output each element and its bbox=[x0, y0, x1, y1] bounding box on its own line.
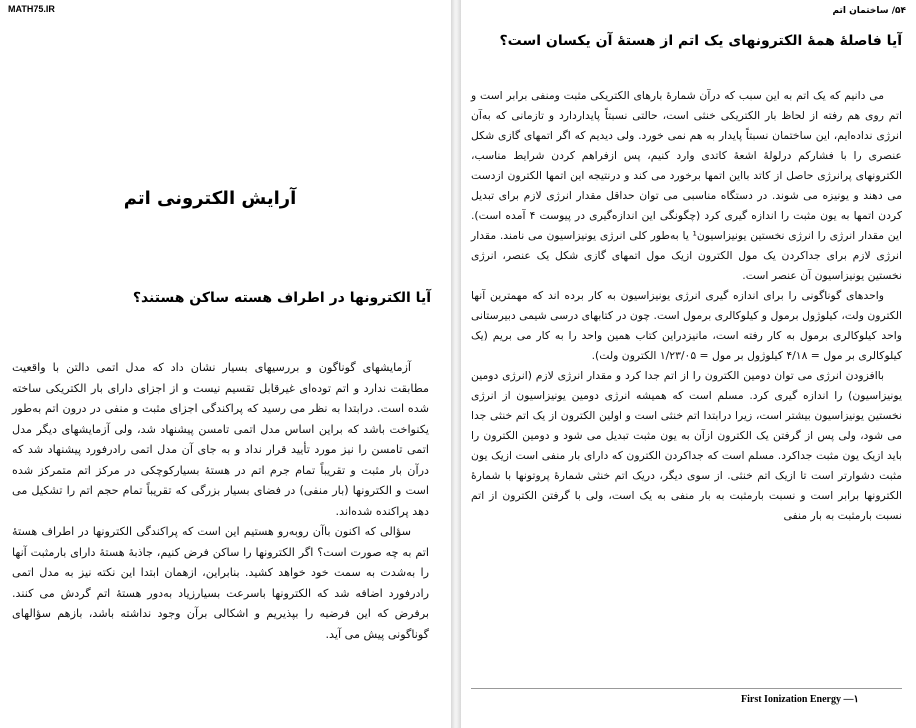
book-gutter bbox=[451, 0, 461, 728]
paragraph: سؤالی که اکنون باآن روبه‌رو هستیم این است که پراکندگی الکترونها در اطراف هستهٔ اتم به چه صورت است؟ اگر الکترونها را ساکن فرض کنیم، جاذبهٔ هستهٔ دارای بارمثبت آنها را به‌شدت به سمت خود خواهد کشید. بنابراین، ازهمان ابتدا این نکته نیز به مدل اتمی رادرفورد اضافه شد که الکترونها باسرعت بسیارزیاد به‌دور هستهٔ اتم گردش می کنند. برفرض که این فرضیه را بپذیریم و اشکالی برآن وجود نداشته باشد، بازهم سؤالهای گوناگونی پیش می آید. bbox=[12, 525, 429, 641]
footnote: First Ionization Energy —۱ bbox=[741, 694, 859, 705]
footnote-divider bbox=[471, 688, 902, 689]
section-heading: آیا الکترونها در اطراف هسته ساکن هستند؟ bbox=[132, 290, 431, 306]
left-body-text bbox=[12, 358, 429, 645]
paragraph: باافزودن انرژی می توان دومین الکترون را از اتم جدا کرد و مقدار انرژی لازم (انرژی دومین یونیزاسیون) را اندازه گیری کرد. مسلم است که همیشه انرژی دومین یونیزاسیون از انرژی نخستین یونیزاسیون بیشتر است، زیرا درابتدا اتم خنثی است و اولین الکترون از یک اتم خنثی جدا می شود، ولی پس از گرفتن یک الکترون ازآن به یون مثبت تبدیل می شود و دومین الکترون را باید ازیک یون مثبت جداکرد. مسلم است که جداکردن الکترون که دارای بار منفی است ازیک یون مثبت دشوارتر است تا ازیک اتم خنثی. از سوی دیگر، دریک اتم خنثی شمارهٔ پروتونها با شمارهٔ الکترونها برابر است و نسبت بارمثبت به بار منفی به یک است، ولی با گرفتن الکترون از اتم نسبت بارمثبت به بار منفی bbox=[471, 369, 902, 522]
left-page bbox=[0, 0, 451, 728]
section-heading: آیا فاصلهٔ همهٔ الکترونهای یک اتم از هستهٔ آن یکسان است؟ bbox=[499, 33, 902, 49]
chapter-title: آرایش الکترونی اتم bbox=[123, 188, 297, 209]
watermark: MATH75.IR bbox=[8, 4, 55, 14]
paragraph: می دانیم که یک اتم به این سبب که درآن شمارهٔ بارهای الکتریکی مثبت ومنفی برابر است و اتم روی هم رفته از لحاظ بار الکتریکی خنثی است، حالتی نسبتاً پایداردارد و تازمانی که به‌آن انرژی نداده‌ایم، این ساختمان نسبتاً پایدار به هم نمی خورد. ولی دیدیم که اگر اتمهای گازی شکل عنصری را با فشارکم درلولهٔ اشعهٔ کاتدی وارد کنیم، پس ازفراهم کردن شرایط مناسب، الکترونهای پرانرژی حاصل از کاتد بااین اتمها برخورد می کند و درنتیجه این اتمها الکترون ازدست می دهند و یونیزه می شوند. در دستگاه مناسبی می توان حداقل مقدار انرژی لازم برای تبدیل کردن اتمها به یون مثبت را اندازه گیری کرد (چگونگی این اندازه‌گیری در پیوست ۴ آمده است). این مقدار انرژی را انرژی نخستین یونیزاسیون¹ یا به‌طور کلی انرژی یونیزاسیون می نامند. مقدار انرژی لازم برای جداکردن یک مول الکترون ازیک مول اتمهای گازی شکل یک عنصر، انرژی نخستین یونیزاسیون آن عنصر است. bbox=[471, 89, 902, 282]
running-header: ۵۴/ ساختمان اتم bbox=[832, 6, 906, 16]
paragraph: آزمایشهای گوناگون و بررسیهای بسیار نشان داد که مدل اتمی دالتن با واقعیت مطابقت ندارد و اتم توده‌ای غیرقابل تقسیم نیست و از اجزای دارای بار الکتریکی ساخته شده است. درابتدا به نظر می رسید که پراکندگی اجزای مثبت و منفی در درون اتم به‌طور یکنواخت باشد که براین اساس مدل اتمی تامسن پیشنهاد شد، ولی آزمایشهای دیگر مدل اتمی تامسن را نیز مورد تأیید قرار نداد و به جای آن مدل اتمی رادرفورد پیشنهاد شد که درآن بار مثبت و تقریباً تمام جرم اتم در هستهٔ بسیارکوچکی در مرکز اتم متمرکز شده است و الکترونها (بار منفی) در فضای بسیار بزرگی که تقریباً تمام حجم اتم را تشکیل می دهد پراکنده شده‌اند. bbox=[12, 361, 429, 518]
right-body-text bbox=[471, 86, 902, 526]
paragraph: واحدهای گوناگونی را برای اندازه گیری انرژی یونیزاسیون به کار برده اند که مهمترین آنها الکترون ولت، کیلوژول برمول و کیلوکالری برمول است. چون در کتابهای درسی شیمی دبیرستانی واحد کیلوکالری برمول به کار رفته است، مانیزدراین کتاب همین واحد را به کار می بریم (یک کیلوکالری بر مول = ۴/۱۸ کیلوژول بر مول = ۱/۲۳/۰۵ الکترون ولت). bbox=[471, 289, 902, 362]
right-page bbox=[461, 0, 916, 728]
